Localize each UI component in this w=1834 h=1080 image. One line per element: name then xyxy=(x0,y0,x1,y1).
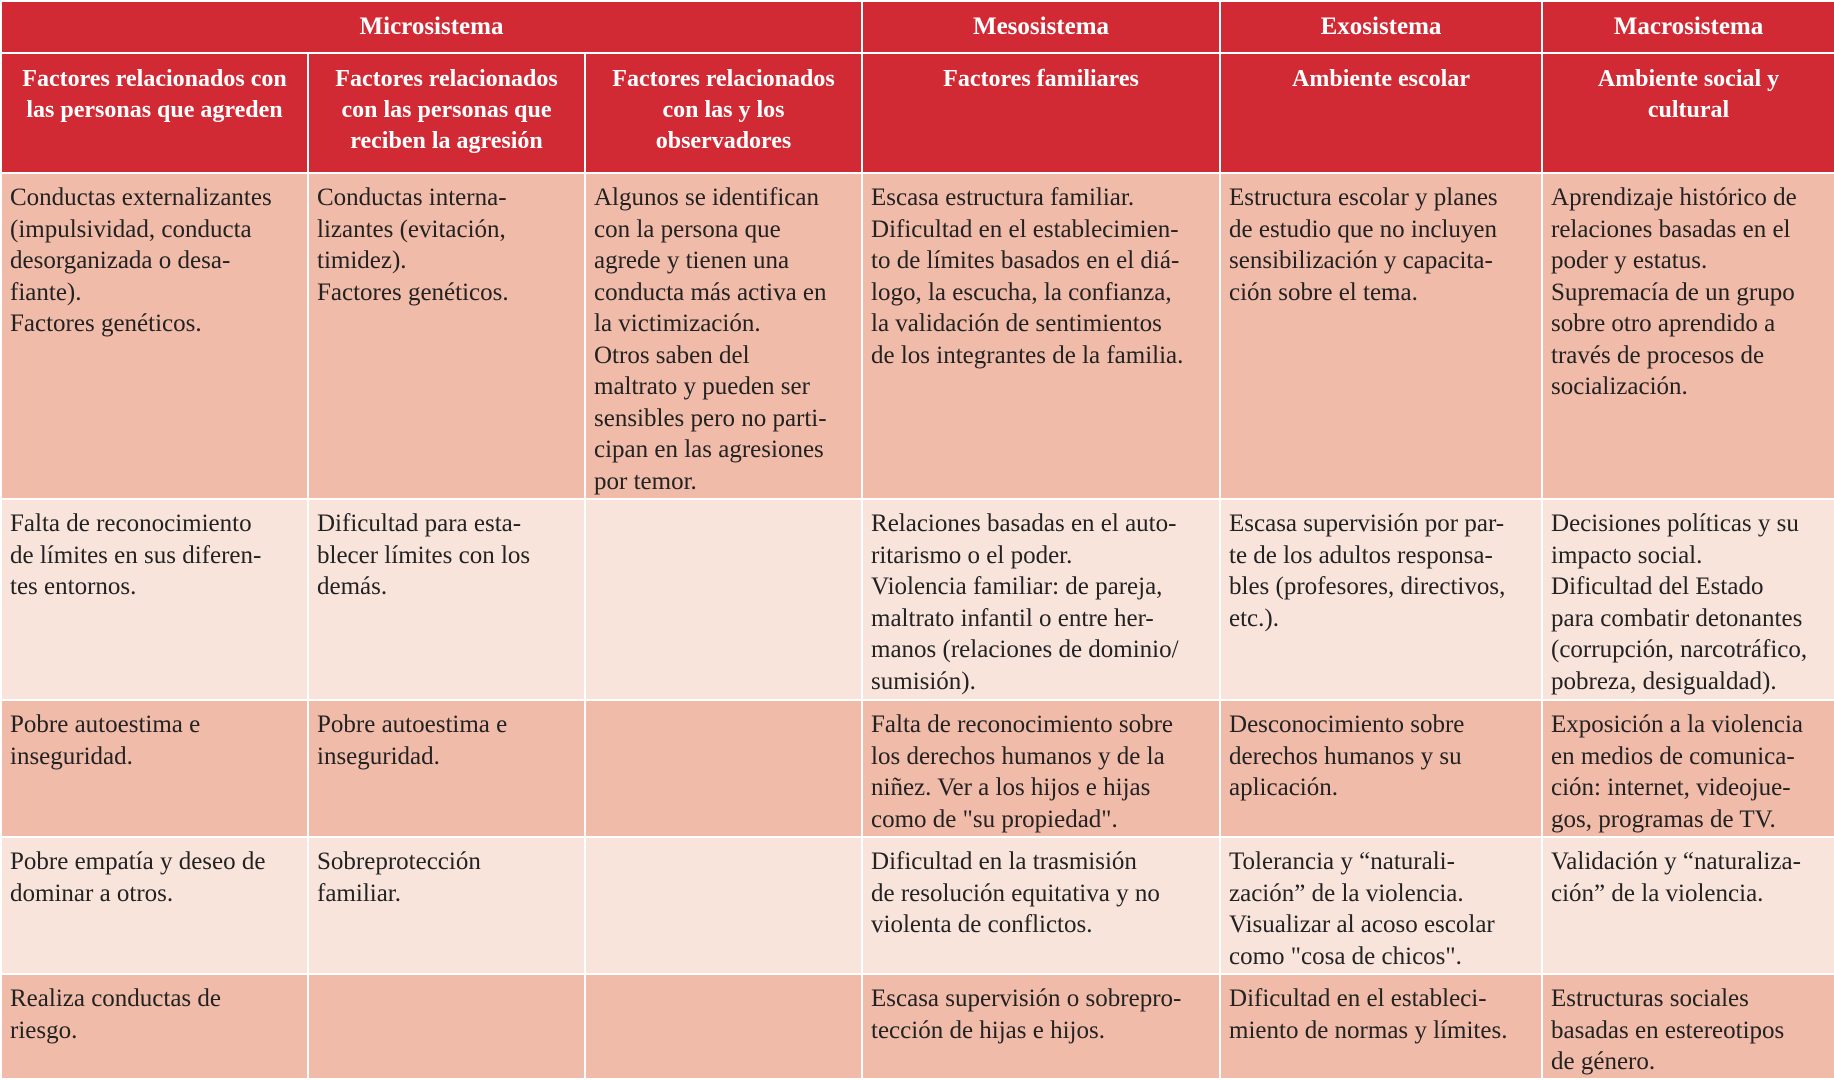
table-cell: Falta de reconocimiento de límites en sus diferen- tes entornos. xyxy=(1,499,308,700)
table-cell: Conductas interna- lizantes (evitación, timidez). Factores genéticos. xyxy=(308,173,585,499)
group-header-row xyxy=(1,1,1834,53)
table-cell: Exposición a la violencia en medios de comunica- ción: internet, videojue- gos, programas de TV. xyxy=(1542,700,1834,837)
column-header-social-cultural: Ambiente social y cultural xyxy=(1542,53,1834,173)
column-header-agresores: Factores relacionados con las personas que agreden xyxy=(1,53,308,173)
table-row xyxy=(1,700,1834,837)
table-cell: Estructura escolar y planes de estudio que no incluyen sensibilización y capacita- ción sobre el tema. xyxy=(1220,173,1542,499)
column-header-escolar: Ambiente escolar xyxy=(1220,53,1542,173)
table-cell: Pobre autoestima e inseguridad. xyxy=(1,700,308,837)
table-row xyxy=(1,499,1834,700)
table-cell: Validación y “naturaliza- ción” de la violencia. xyxy=(1542,837,1834,974)
table-cell xyxy=(585,700,862,837)
table-cell: Conductas externalizantes (impulsividad, conducta desorganizada o desa- fiante). Factores genéticos. xyxy=(1,173,308,499)
table-cell: Decisiones políticas y su impacto social. Dificultad del Estado para combatir detonantes (corrupción, narcotráfico, pobreza, desigualdad). xyxy=(1542,499,1834,700)
group-header-macrosistema: Macrosistema xyxy=(1542,1,1834,53)
table-cell: Escasa supervisión o sobrepro- tección de hijas e hijos. xyxy=(862,974,1220,1079)
group-header-microsistema: Microsistema xyxy=(1,1,862,53)
column-header-row xyxy=(1,53,1834,173)
table-cell xyxy=(585,837,862,974)
table-cell: Pobre autoestima e inseguridad. xyxy=(308,700,585,837)
table-cell: Aprendizaje histórico de relaciones basadas en el poder y estatus. Supremacía de un grupo sobre otro aprendido a través de procesos de socialización. xyxy=(1542,173,1834,499)
table-row xyxy=(1,974,1834,1079)
table-cell: Escasa estructura familiar. Dificultad en el establecimien- to de límites basados en el diá- logo, la escucha, la confianza, la validación de sentimientos de los integrantes de la familia. xyxy=(862,173,1220,499)
table-cell: Realiza conductas de riesgo. xyxy=(1,974,308,1079)
table-cell xyxy=(308,974,585,1079)
table-cell: Falta de reconocimiento sobre los derechos humanos y de la niñez. Ver a los hijos e hijas como de "su propiedad". xyxy=(862,700,1220,837)
table-cell: Dificultad para esta- blecer límites con los demás. xyxy=(308,499,585,700)
table-cell: Escasa supervisión por par- te de los adultos responsa- bles (profesores, directivos, etc.). xyxy=(1220,499,1542,700)
column-header-familiares: Factores familiares xyxy=(862,53,1220,173)
table-cell xyxy=(585,499,862,700)
table-cell: Estructuras sociales basadas en estereotipos de género. xyxy=(1542,974,1834,1079)
table-cell: Tolerancia y “naturali- zación” de la violencia. Visualizar al acoso escolar como "cosa de chicos". xyxy=(1220,837,1542,974)
table-row xyxy=(1,173,1834,499)
column-header-observadores: Factores relacionados con las y los observadores xyxy=(585,53,862,173)
table-cell: Dificultad en la trasmisión de resolución equitativa y no violenta de conflictos. xyxy=(862,837,1220,974)
table-cell xyxy=(585,974,862,1079)
table-cell: Relaciones basadas en el auto- ritarismo o el poder. Violencia familiar: de pareja, maltrato infantil o entre her- manos (relaciones de dominio/ sumisión). xyxy=(862,499,1220,700)
table-cell: Desconocimiento sobre derechos humanos y su aplicación. xyxy=(1220,700,1542,837)
table-row xyxy=(1,837,1834,974)
column-header-receptores: Factores relacionados con las personas que reciben la agresión xyxy=(308,53,585,173)
table-cell: Algunos se identifican con la persona que agrede y tienen una conducta más activa en la victimización. Otros saben del maltrato y pueden ser sensibles pero no parti- cipan en las agresiones por temor. xyxy=(585,173,862,499)
table-cell: Dificultad en el estableci- miento de normas y límites. xyxy=(1220,974,1542,1079)
group-header-mesosistema: Mesosistema xyxy=(862,1,1220,53)
table-cell: Sobreprotección familiar. xyxy=(308,837,585,974)
group-header-exosistema: Exosistema xyxy=(1220,1,1542,53)
table-cell: Pobre empatía y deseo de dominar a otros. xyxy=(1,837,308,974)
